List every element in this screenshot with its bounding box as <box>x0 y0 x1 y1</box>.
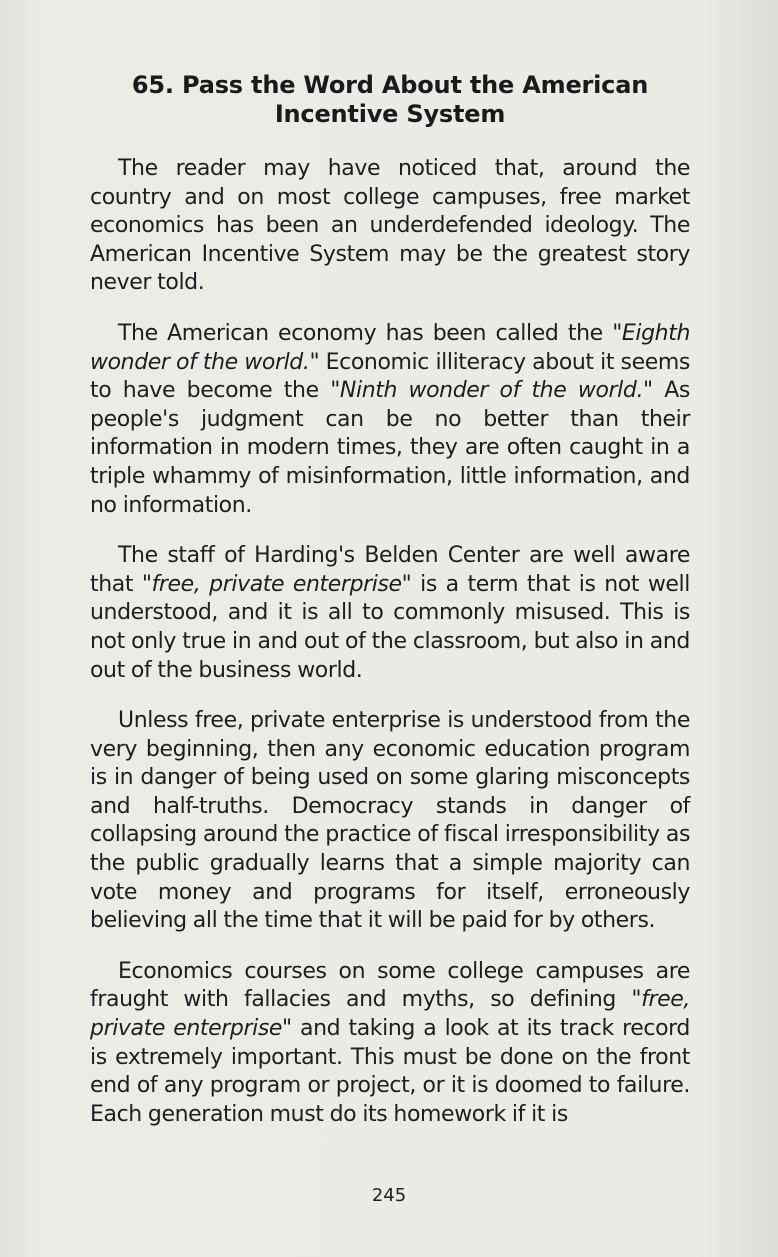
paragraph-3-quote: "free, private enterprise" <box>141 571 412 597</box>
paragraph-5-text-b: and taking a look at its track record is extremely important. This must be done on the front end of any program or project, or it is doomed to failure. Each generation must do its homework if it is <box>90 1016 690 1127</box>
paragraph-3-text-a: The staff of Harding's Belden Center are well aware that <box>90 543 690 597</box>
paragraph-2-quote-b: "Ninth wonder of the world." <box>330 378 653 404</box>
section-heading-line-1: 65. Pass the Word About the American <box>131 71 649 99</box>
section-heading-line-2: Incentive System <box>274 100 506 128</box>
paragraph-2-quote-a: "Eighth wonder of the world." <box>90 320 690 375</box>
body-text <box>90 155 690 1151</box>
paragraph-2 <box>90 320 690 520</box>
page-number: 245 <box>371 1185 407 1206</box>
paragraph-3 <box>90 542 690 685</box>
paragraph-5 <box>90 958 690 1130</box>
paragraph-5-quote: "free, private enterprise" <box>90 987 690 1042</box>
paragraph-4: Unless free, private enterprise is understood from the very beginning, then any economic education program is in danger of being used on some glaring misconcepts and half-truths. Democracy stands in danger of collapsing around the practice of fiscal irresponsibility as the public gradually learns that a simple majority can vote money and programs for itself, erroneously believing all the time that it will be paid for by others. <box>90 708 690 934</box>
paragraph-3-text-b: is a term that is not well understood, and it is all to commonly misused. This is not only true in and out of the classroom, but also in and out of the business world. <box>90 571 690 683</box>
paragraph-2-text-b: Economic illiteracy about it seems to have become the <box>90 349 690 404</box>
paragraph-5-text-a: Economics courses on some college campuses are fraught with fallacies and myths, so defining <box>90 958 690 1013</box>
paragraph-2-text-a: The American economy has been called the <box>118 320 613 346</box>
section-heading <box>90 71 690 129</box>
paragraph-2-text-c: As people's judgment can be no better than their information in modern times, they are often caught in a triple whammy of misinformation, little information, and no information. <box>90 378 690 518</box>
paragraph-1: The reader may have noticed that, around the country and on most college campuses, free market economics has been an underdefended ideology. The American Incentive System may be the greatest story never told. <box>90 156 690 296</box>
